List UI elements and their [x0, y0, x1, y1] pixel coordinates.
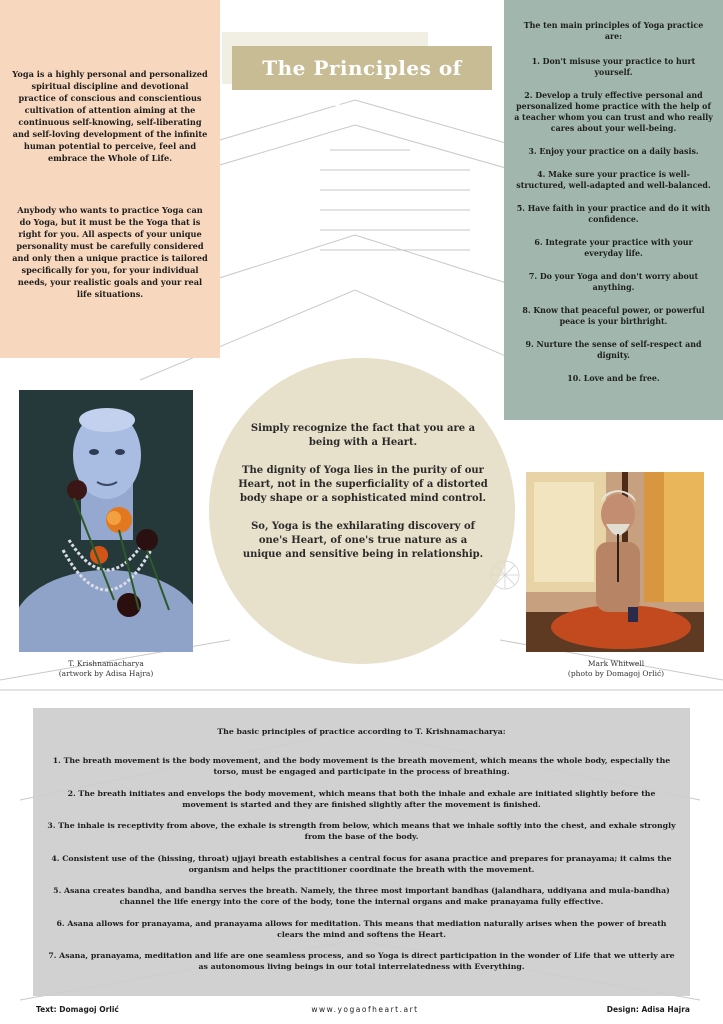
principle-item: 2. Develop a truly effective personal and personalized home practice with the help of a teacher whom you can trust and who really cares about your well-being.: [514, 91, 713, 133]
practice-item: 2. The breath initiates and envelops the body movement, which means that both the inhale and exhale are initiated slightly before the movement is started and they are finished slightly after the movement is finished.: [67, 788, 656, 809]
heart-quote-line-2: The dignity of Yoga lies in the purity of our Heart, not in the superficiality of a distorted body shape or a sophisticated mind control.: [238, 465, 488, 504]
heart-quote-line-1: Simply recognize the fact that you are a being with a Heart.: [250, 423, 476, 448]
practice-principles-list: [45, 755, 678, 972]
principle-item: 5. Have faith in your practice and do it with confidence.: [516, 204, 711, 224]
practice-item: 4. Consistent use of the (hissing, throat) ujjayi breath establishes a central focus for asana practice and prepares for pranayama; it calms the organism and helps the practitioner coordinate the breath with the movement.: [51, 853, 672, 874]
caption-credit: (photo by Domagoj Orlić): [567, 669, 665, 678]
practice-item: 3. The inhale is receptivity from above, the exhale is strength from below, which means that we inhale softly into the chest, and exhale strongly from the base of the body.: [47, 821, 676, 841]
caption-name: Mark Whitwell: [587, 659, 645, 668]
page-title: The Principles of Yoga: [232, 46, 492, 90]
principle-item: 6. Integrate your practice with your everyday life.: [534, 238, 693, 258]
design-credit: Design: Adisa Hajra: [606, 1005, 690, 1014]
text-credit: Text: Domagoj Orlić: [36, 1005, 119, 1014]
definition-paragraph: Yoga is a highly personal and personalized spiritual discipline and devotional practice of conscious and conscientious cultivation of attention aiming at the continuous self-knowing, self-liberating and self-loving development of the infinite human potential to perceive, feel and embrace the Whole of Life.: [12, 69, 208, 163]
ten-principles-list: [514, 56, 713, 384]
practice-item: 6. Asana allows for pranayama, and pranayama allows for meditation. This means that mediation naturally arises when the power of breath clears the mind and softens the Heart.: [56, 918, 667, 939]
heart-quote: [238, 422, 488, 576]
whitwell-portrait: [526, 472, 704, 652]
principle-item: 4. Make sure your practice is well-structured, well-adapted and well-balanced.: [516, 170, 711, 190]
caption-name: T. Krishnamacharya: [68, 659, 144, 668]
whitwell-caption: [528, 659, 704, 679]
principle-item: 3. Enjoy your practice on a daily basis.: [528, 147, 699, 156]
practice-item: 7. Asana, pranayama, meditation and life are one seamless process, and so Yoga is direct participation in the wonder of Life that we utterly are as autonomous living beings in our total interrelatedness with Everything.: [48, 951, 675, 971]
principle-item: 9. Nurture the sense of self-respect and dignity.: [525, 340, 702, 360]
caption-credit: (artwork by Adisa Hajra): [58, 669, 154, 678]
website-link[interactable]: www.yogaofheart.art: [311, 1005, 419, 1014]
principle-item: 7. Do your Yoga and don't worry about anything.: [528, 272, 699, 292]
practice-principles-panel: [33, 708, 690, 996]
principle-item: 8. Know that peaceful power, or powerful peace is your birthright.: [522, 306, 705, 326]
practice-principles-heading: The basic principles of practice according to T. Krishnamacharya:: [217, 727, 506, 736]
krishnamacharya-portrait: [19, 390, 193, 652]
principle-item: 1. Don't misuse your practice to hurt yourself.: [531, 57, 696, 77]
personal-practice-paragraph: Anybody who wants to practice Yoga can do Yoga, but it must be the Yoga that is right for you. All aspects of your unique personality must be carefully considered and only then a unique practice is tailored specifically for you, for your individual needs, your realistic goals and your real life situations.: [12, 205, 208, 299]
ten-principles-heading: The ten main principles of Yoga practice are:: [523, 21, 704, 41]
heart-quote-line-3: So, Yoga is the exhilarating discovery of one's Heart, of one's true nature as a unique and sensitive being in relationship.: [242, 521, 484, 560]
krishnamacharya-caption: [20, 659, 192, 679]
practice-item: 1. The breath movement is the body movement, and the body movement is the breath movement, which means the whole body, especially the torso, must be engaged and participate in the process of breathing.: [52, 756, 671, 776]
principle-item: 10. Love and be free.: [567, 374, 660, 383]
ten-principles-panel: [504, 0, 723, 420]
practice-item: 5. Asana creates bandha, and bandha serves the breath. Namely, the three most important bandhas (jalandhara, uddiyana and mula-bandha) channel the life energy into the core of the body, tone the internal organs and make pranayama fully effective.: [53, 886, 670, 906]
yoga-definition-panel: [0, 0, 220, 358]
